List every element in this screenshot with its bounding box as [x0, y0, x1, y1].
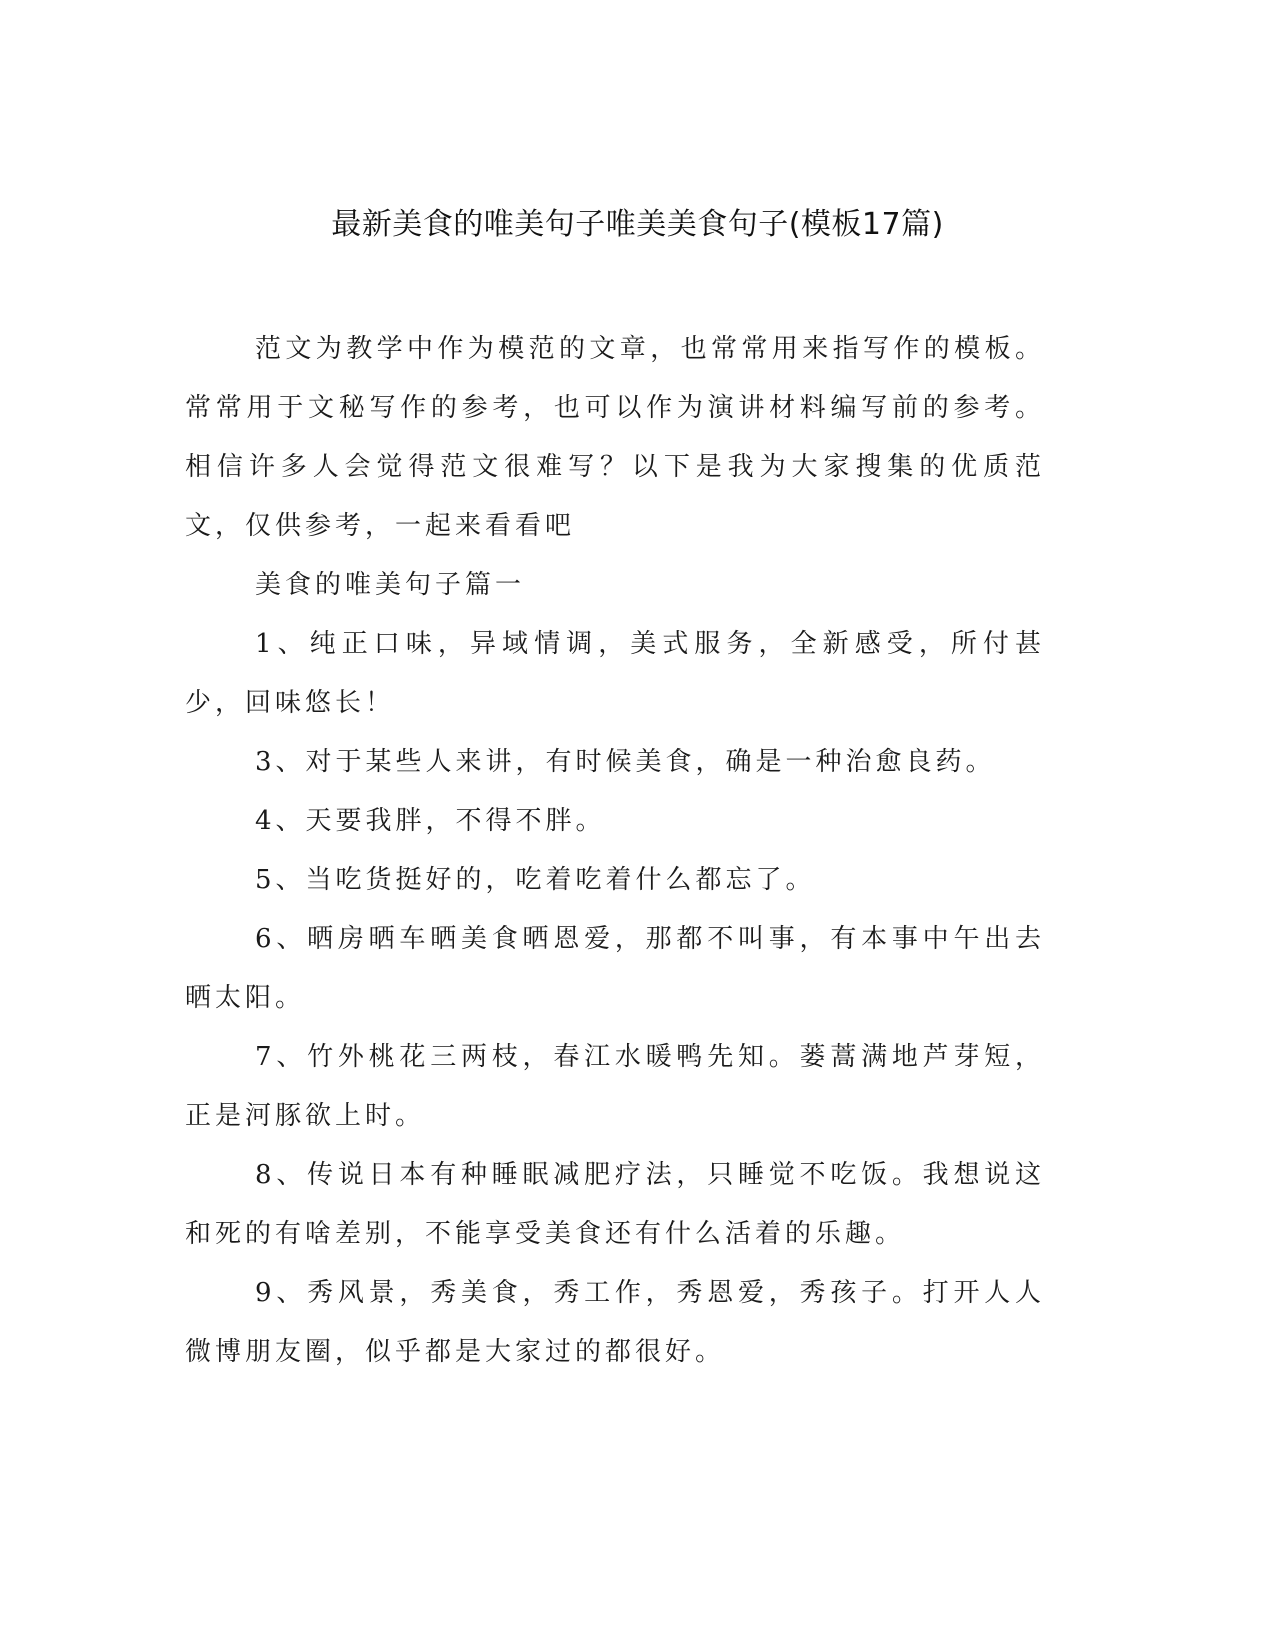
list-item: 5、当吃货挺好的，吃着吃着什么都忘了。	[255, 865, 816, 895]
list-item: 3、对于某些人来讲，有时候美食，确是一种治愈良药。	[255, 747, 996, 777]
list-item: 8、传说日本有种睡眠减肥疗法，只睡觉不吃饭。我想说这和死的有啥差别，不能享受美食还有什么活着的乐趣。	[185, 1160, 1045, 1249]
section-heading: 美食的唯美句子篇一	[255, 570, 526, 600]
list-item: 1、纯正口味，异域情调，美式服务，全新感受，所付甚少，回味悠长！	[185, 629, 1045, 718]
document-body	[185, 320, 1045, 1382]
list-item: 4、天要我胖，不得不胖。	[255, 806, 606, 836]
list-item: 7、竹外桃花三两枝，春江水暖鸭先知。蒌蒿满地芦芽短，正是河豚欲上时。	[185, 1042, 1045, 1131]
document-title: 最新美食的唯美句子唯美美食句子(模板17篇)	[331, 207, 944, 242]
intro-paragraph: 范文为教学中作为模范的文章，也常常用来指写作的模板。常常用于文秘写作的参考，也可以作为演讲材料编写前的参考。相信许多人会觉得范文很难写？以下是我为大家搜集的优质范文，仅供参考，一起来看看吧	[185, 334, 1045, 541]
list-item: 6、晒房晒车晒美食晒恩爱，那都不叫事，有本事中午出去晒太阳。	[185, 924, 1045, 1013]
list-item: 9、秀风景，秀美食，秀工作，秀恩爱，秀孩子。打开人人微博朋友圈，似乎都是大家过的都很好。	[185, 1278, 1045, 1367]
